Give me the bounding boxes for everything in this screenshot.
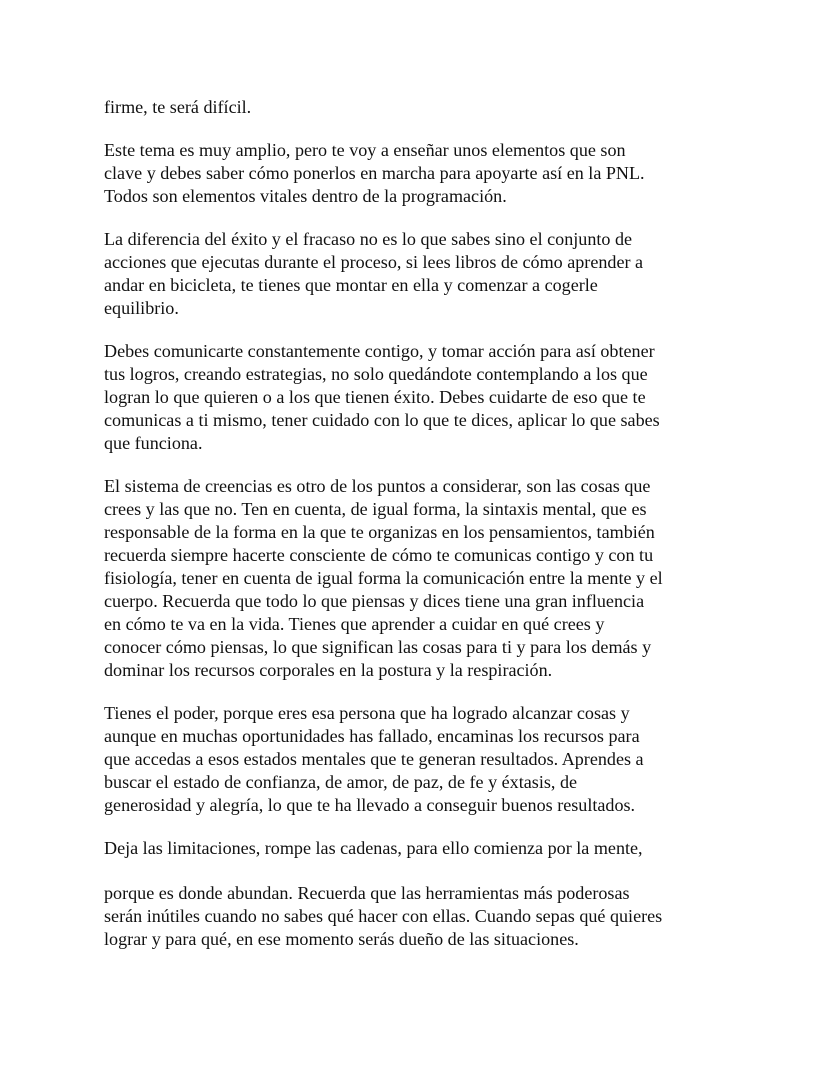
paragraph-line: clave y debes saber cómo ponerlos en marcha para apoyarte así en la PNL. <box>104 163 645 183</box>
paragraph-line: Tienes el poder, porque eres esa persona que ha logrado alcanzar cosas y <box>104 703 630 723</box>
paragraph-line: fisiología, tener en cuenta de igual forma la comunicación entre la mente y el <box>104 568 663 588</box>
paragraph-line: acciones que ejecutas durante el proceso, si lees libros de cómo aprender a <box>104 252 644 272</box>
paragraph-line: serán inútiles cuando no sabes qué hacer con ellas. Cuando sepas qué quieres <box>104 906 663 926</box>
paragraph-line: crees y las que no. Ten en cuenta, de igual forma, la sintaxis mental, que es <box>104 499 647 519</box>
paragraph-line: Este tema es muy amplio, pero te voy a enseñar unos elementos que son <box>104 140 626 160</box>
paragraph-line: conocer cómo piensas, lo que significan las cosas para ti y para los demás y <box>104 637 652 657</box>
paragraph-8 <box>104 882 734 951</box>
paragraph-line: Todos son elementos vitales dentro de la programación. <box>104 186 507 206</box>
paragraph-line: que funciona. <box>104 433 203 453</box>
paragraph-2 <box>104 139 734 208</box>
paragraph-line: Deja las limitaciones, rompe las cadenas, para ello comienza por la mente, <box>104 838 643 858</box>
paragraph-line: que accedas a esos estados mentales que te generan resultados. Aprendes a <box>104 749 644 769</box>
paragraph-3 <box>104 228 734 320</box>
paragraph-line: El sistema de creencias es otro de los puntos a considerar, son las cosas que <box>104 476 651 496</box>
body-text <box>104 96 734 971</box>
paragraph-line: lograr y para qué, en ese momento serás dueño de las situaciones. <box>104 929 579 949</box>
paragraph-line: porque es donde abundan. Recuerda que las herramientas más poderosas <box>104 883 630 903</box>
paragraph-line: comunicas a ti mismo, tener cuidado con lo que te dices, aplicar lo que sabes <box>104 410 660 430</box>
paragraph-line: Debes comunicarte constantemente contigo, y tomar acción para así obtener <box>104 341 655 361</box>
paragraph-5 <box>104 475 734 682</box>
paragraph-line: La diferencia del éxito y el fracaso no es lo que sabes sino el conjunto de <box>104 229 633 249</box>
paragraph-line: dominar los recursos corporales en la postura y la respiración. <box>104 660 553 680</box>
paragraph-line: tus logros, creando estrategias, no solo quedándote contemplando a los que <box>104 364 648 384</box>
paragraph-line: en cómo te va en la vida. Tienes que aprender a cuidar en qué crees y <box>104 614 605 634</box>
paragraph-line: cuerpo. Recuerda que todo lo que piensas y dices tiene una gran influencia <box>104 591 645 611</box>
paragraph-line: recuerda siempre hacerte consciente de cómo te comunicas contigo y con tu <box>104 545 654 565</box>
paragraph-1 <box>104 96 734 119</box>
paragraph-line: buscar el estado de confianza, de amor, de paz, de fe y éxtasis, de <box>104 772 578 792</box>
paragraph-line: andar en bicicleta, te tienes que montar en ella y comenzar a cogerle <box>104 275 598 295</box>
paragraph-line: firme, te será difícil. <box>104 97 252 117</box>
paragraph-line: logran lo que quieren o a los que tienen éxito. Debes cuidarte de eso que te <box>104 387 646 407</box>
paragraph-4 <box>104 340 734 455</box>
paragraph-line: responsable de la forma en la que te organizas en los pensamientos, también <box>104 522 655 542</box>
paragraph-line: equilibrio. <box>104 298 179 318</box>
paragraph-7 <box>104 837 734 860</box>
paragraph-line: generosidad y alegría, lo que te ha llevado a conseguir buenos resultados. <box>104 795 636 815</box>
paragraph-6 <box>104 702 734 817</box>
paragraph-line: aunque en muchas oportunidades has fallado, encaminas los recursos para <box>104 726 640 746</box>
